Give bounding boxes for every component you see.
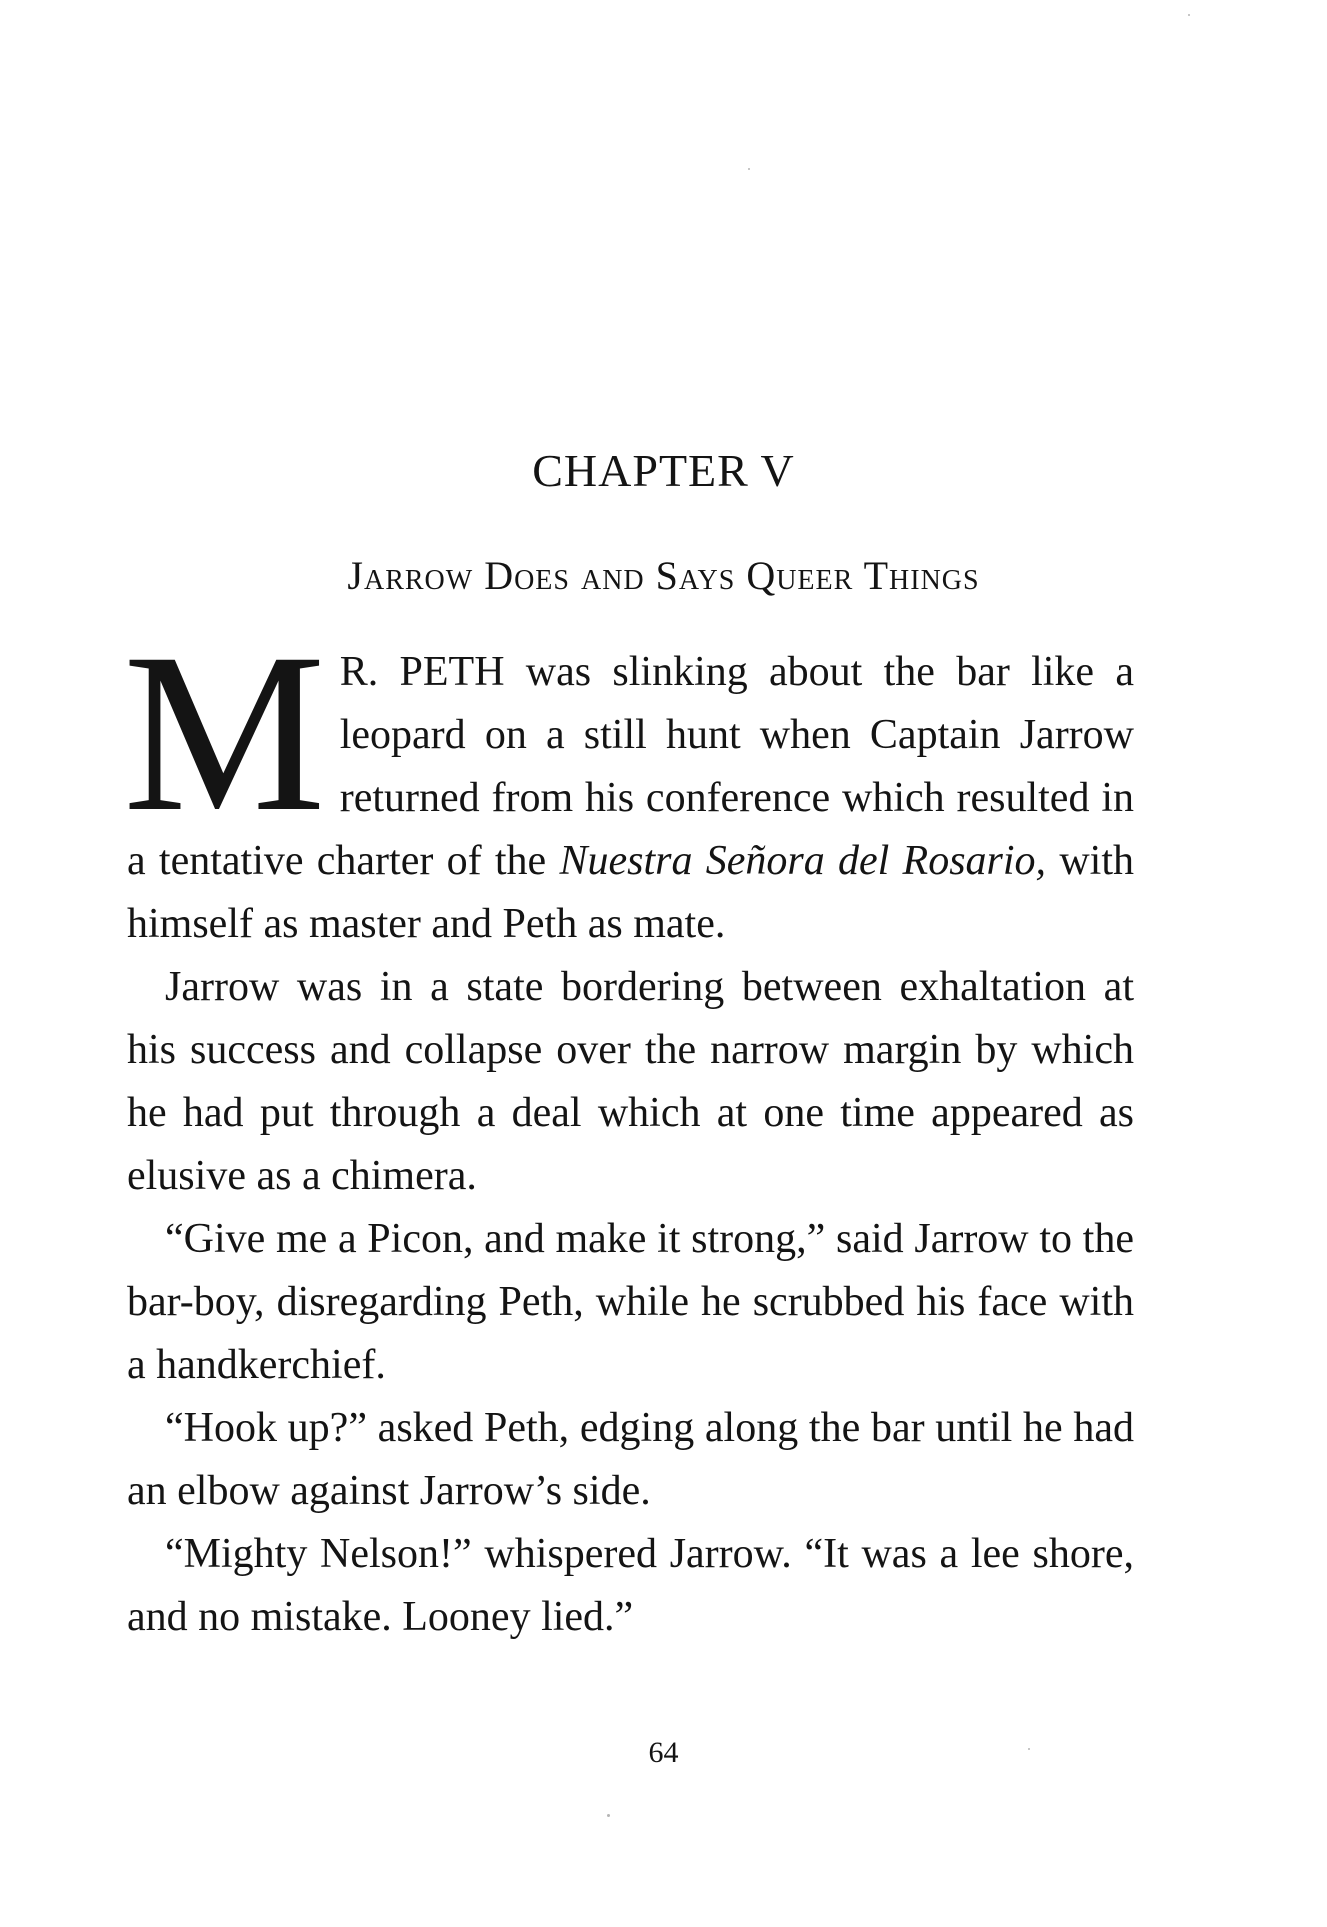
scan-speck [1188,14,1190,16]
paragraph-2: Jarrow was in a state bordering between exhaltation at his success and collapse over the narrow margin by which he had put through a deal which at one time appeared as elusive as a chimera. [127,964,1134,1199]
paragraph-1-end: with himself as master and Peth as mate. [127,838,1134,947]
chapter-heading: CHAPTER V [532,445,795,496]
chapter-body [123,607,1134,1649]
scan-speck [607,1814,610,1817]
scan-speck [748,168,750,170]
paragraph-3: “Give me a Picon, and make it strong,” said Jarrow to the bar-boy, disregarding Peth, while he scrubbed his face with a handkerchief. [127,1216,1134,1388]
ship-name: Nuestra Señora del Rosario, [559,838,1047,884]
drop-cap: M [123,607,326,859]
paragraph-1 [123,607,1134,956]
chapter-subtitle: Jarrow Does and Says Queer Things [347,553,980,598]
page-number: 64 [648,1736,679,1769]
paragraph-5: “Mighty Nelson!” whispered Jarrow. “It was a lee shore, and no mistake. Looney lied.” [127,1531,1134,1640]
paragraph-4: “Hook up?” asked Peth, edging along the bar until he had an elbow against Jarrow’s side. [127,1405,1134,1514]
paragraph-1-text: R. PETH was slinking about the bar like a leopard on a still hunt when Captain Jarrow returned from his conference which resulted in a tentative charter of the [127,649,1134,884]
scan-speck [1028,1748,1030,1750]
